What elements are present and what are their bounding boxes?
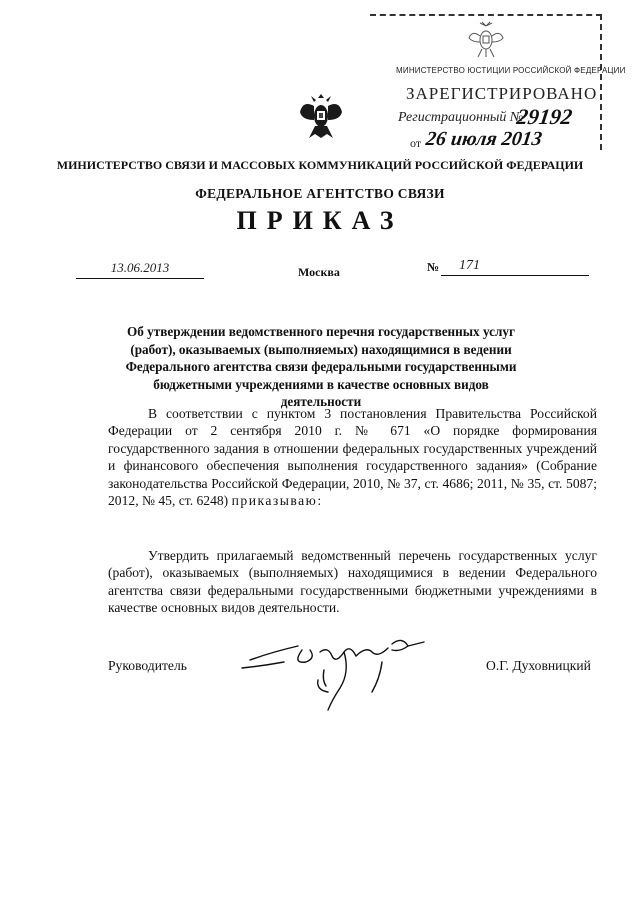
order-date: 13.06.2013 <box>76 260 204 279</box>
agency-name: ФЕДЕРАЛЬНОЕ АГЕНТСТВО СВЯЗИ <box>195 186 445 201</box>
stamp-regnum-label: Регистрационный № <box>398 110 524 125</box>
preamble-text: В соответствии с пунктом 3 постановления Правительства Российской Федерации от 2 сентября 2010 г. № 671 «О порядке формирования государственного задания в отношении федеральных государственных учреждений и финансового обеспечения выполнения государственного задания» (Собрание законодательства Российской Федерации, 2010, № 37, ст. 4686; 2011, № 35, ст. 5087; 2012, № 45, ст. 6248) <box>108 406 597 509</box>
stamp-date-prefix: от <box>410 136 422 150</box>
handwritten-signature <box>232 622 442 714</box>
stamp-regnum-value: 29192 <box>515 104 574 129</box>
stamp-registered-label: ЗАРЕГИСТРИРОВАНО <box>406 84 598 103</box>
signer-name: О.Г. Духовницкий <box>486 658 591 673</box>
order-city: Москва <box>298 265 340 279</box>
eagle-emblem-icon <box>299 92 343 140</box>
order-number-label: № <box>427 260 440 274</box>
preamble-paragraph <box>108 405 597 509</box>
order-heading: Об утверждении ведомственного перечня государственных услуг (работ), оказываемых (выполняемых) находящимися в ведении Федерального агентства связи федеральными государственными бюджетными учреждениями в качестве основных видов деятельности <box>125 324 517 409</box>
stamp-date-value: 26 июля 2013 <box>424 128 544 150</box>
stamp-eagle-emblem-icon <box>466 20 506 60</box>
order-action-word: приказываю: <box>231 493 323 509</box>
signer-title: Руководитель <box>108 658 187 673</box>
ministry-name: МИНИСТЕРСТВО СВЯЗИ И МАССОВЫХ КОММУНИКАЦИЙ РОССИЙСКОЙ ФЕДЕРАЦИИ <box>56 158 584 172</box>
document-type: ПРИКАЗ <box>236 206 404 235</box>
order-number: 171 <box>441 258 589 276</box>
approval-paragraph: Утвердить прилагаемый ведомственный перечень государственных услуг (работ), оказываемых (выполняемых) находящимися в ведении Федерального агентства связи федеральными государственными бюджетными учреждениями в качестве основных видов деятельности. <box>108 548 597 616</box>
stamp-ministry: МИНИСТЕРСТВО ЮСТИЦИИ РОССИЙСКОЙ ФЕДЕРАЦИИ <box>396 66 626 75</box>
